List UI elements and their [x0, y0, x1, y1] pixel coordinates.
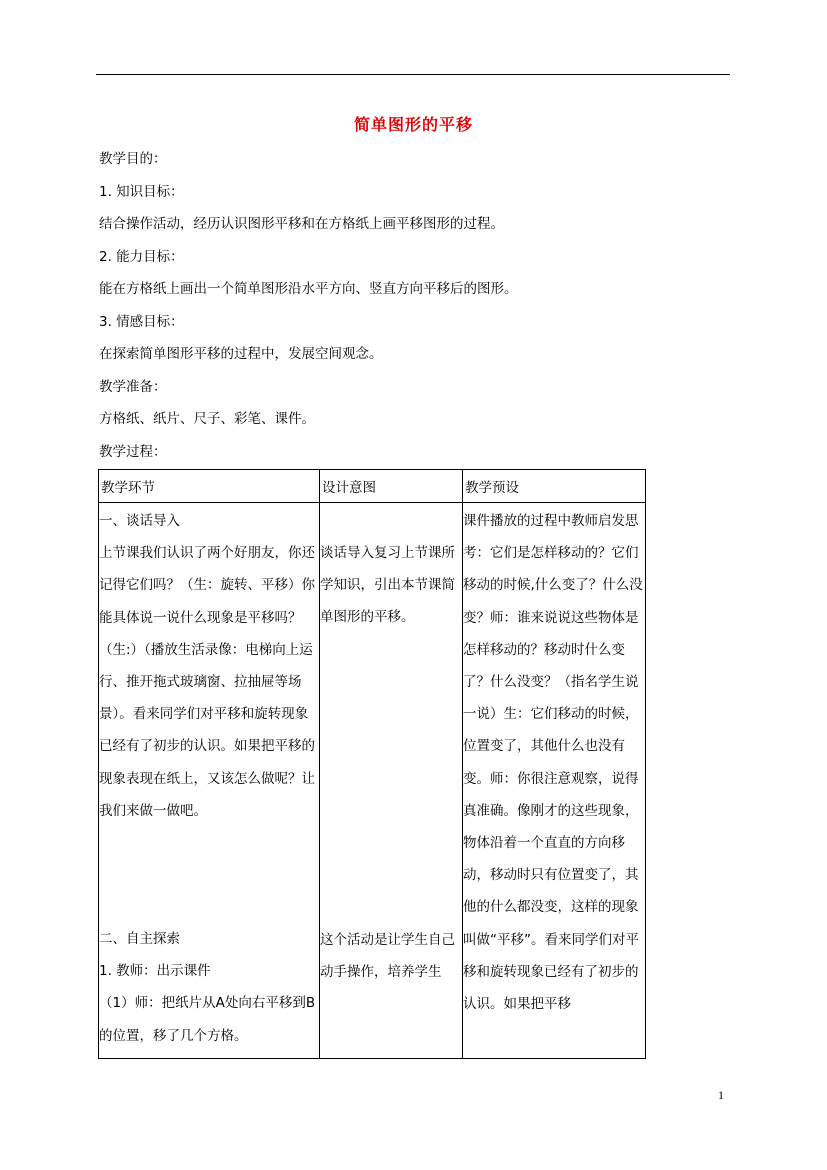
intent-cell [320, 503, 463, 1059]
ability-goal-heading: 2. 能力目标： [99, 249, 184, 265]
stage-cell [99, 503, 320, 1059]
plan-text: 课件播放的过程中教师启发思考：它们是怎样移动的？它们移动的时候,什么变了？什么没变？师：谁来说说这些物体是怎样移动的？移动时什么变了？什么没变？（指名学生说一说）生：它们移动的时候，位置变了，其他什么也没有变。师：你很注意观察，说得真准确。像刚才的这些现象，物体沿着一个直直的方向移动，移动时只有位置变了，其他的什么都没变，这样的现象叫做“平移”。看来同学们对平移和旋转现象已经有了初步的认识。如果把平移 [463, 513, 643, 1013]
stage-content [99, 503, 319, 1052]
intent-text-1: 谈话导入复习上节课所学知识，引出本节课简单图形的平移。 [320, 545, 455, 626]
header-intent: 设计意图 [320, 470, 463, 503]
lesson-table [98, 469, 646, 1059]
emotion-goal-heading: 3. 情感目标： [99, 314, 184, 330]
page-number: 1 [718, 1088, 724, 1102]
header-stage: 教学环节 [99, 470, 320, 503]
spacer [99, 827, 319, 923]
table-row [99, 503, 646, 1059]
process-heading: 教学过程： [99, 444, 167, 460]
spacer [320, 505, 462, 537]
document-title: 简单图形的平移 [353, 115, 473, 134]
knowledge-goal-heading: 1. 知识目标： [99, 184, 184, 200]
plan-cell [463, 503, 646, 1059]
preparation-text: 方格纸、纸片、尺子、彩笔、课件。 [99, 411, 315, 427]
part2-step: 1. 教师：出示课件 [99, 963, 211, 980]
part1-text: 上节课我们认识了两个好朋友，你还记得它们吗？（生：旋转、平移）你能具体说一说什么现象是平移吗？（生:）（播放生活录像：电梯向上运行、推开拖式玻璃窗、拉抽屉等场景）。看来同学们对平移和旋转现象已经有了初步的认识。如果把平移的现象表现在纸上，又该怎么做呢？让我们来做一做吧。 [99, 545, 315, 819]
ability-goal-text: 能在方格纸上画出一个简单图形沿水平方向、竖直方向平移后的图形。 [99, 281, 518, 297]
intent-content [320, 503, 462, 988]
part1-title: 一、谈话导入 [99, 513, 180, 529]
part2-text: （1）师：把纸片从A处向右平移到B的位置，移了几个方格。 [99, 995, 316, 1044]
preparation-heading: 教学准备： [99, 379, 167, 395]
part2-title: 二、自主探索 [99, 931, 180, 948]
goal-heading: 教学目的： [99, 151, 167, 167]
header-plan: 教学预设 [463, 470, 646, 503]
knowledge-goal-text: 结合操作活动，经历认识图形平移和在方格纸上画平移图形的过程。 [99, 216, 504, 232]
intent-text-2: 这个活动是让学生自己动手操作，培养学生 [320, 931, 455, 980]
table-header-row [99, 470, 646, 503]
spacer [320, 634, 462, 924]
emotion-goal-text: 在探索简单图形平移的过程中，发展空间观念。 [99, 346, 383, 362]
header-rule [96, 74, 730, 75]
